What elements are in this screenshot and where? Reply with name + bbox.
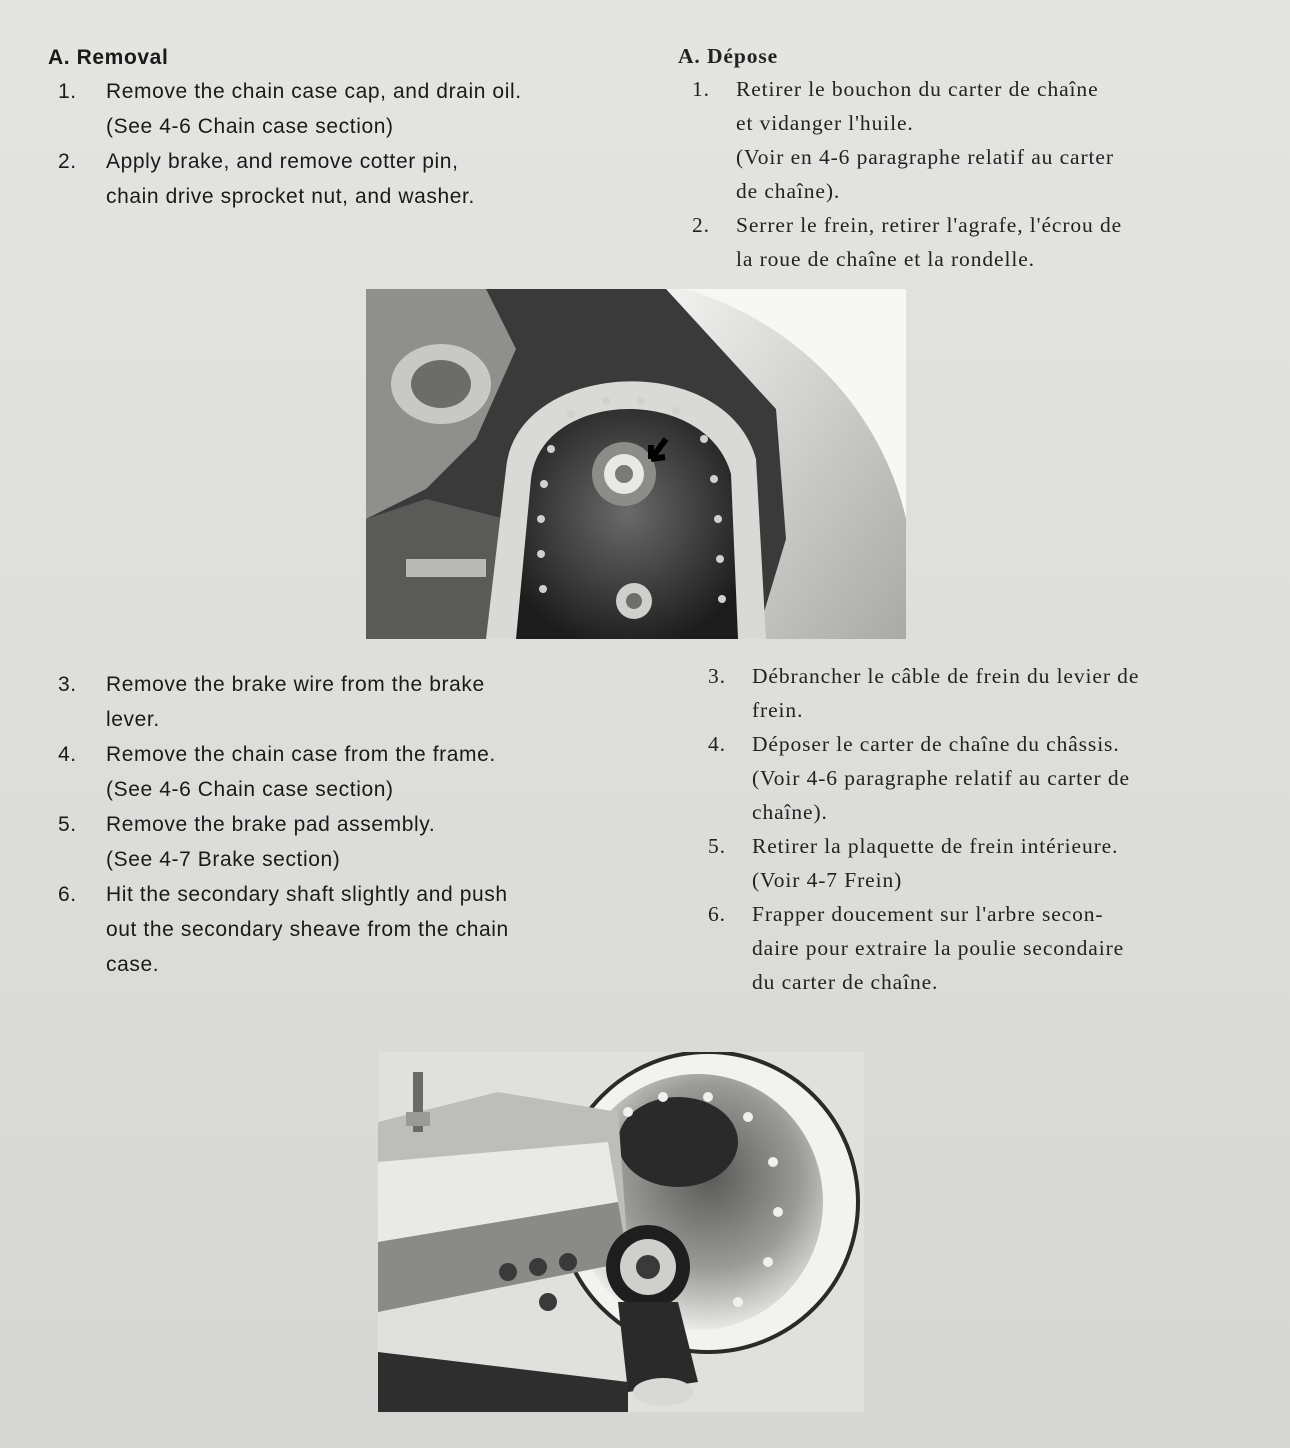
step-number: 1.	[58, 80, 77, 103]
step-number: 1.	[692, 77, 710, 101]
step-text: Apply brake, and remove cotter pin,	[106, 150, 459, 173]
step-text: daire pour extraire la poulie secondaire	[752, 936, 1125, 960]
step-text: (Voir 4-6 paragraphe relatif au carter de	[752, 766, 1130, 790]
step-number: 5.	[708, 834, 726, 858]
french-column-top	[678, 40, 1238, 276]
step-text: (See 4-7 Brake section)	[106, 848, 341, 871]
chain-sprocket-photo	[366, 289, 906, 639]
french-step-4	[694, 727, 1254, 829]
step-text: frein.	[752, 698, 804, 722]
step-text: (See 4-6 Chain case section)	[106, 778, 394, 801]
step-text: Frapper doucement sur l'arbre secon-	[752, 902, 1104, 926]
step-text: lever.	[106, 708, 160, 731]
english-column-top	[48, 42, 608, 214]
step-text: Retirer la plaquette de frein intérieure.	[752, 834, 1119, 858]
step-text: Hit the secondary shaft slightly and push	[106, 883, 508, 906]
french-step-1	[678, 72, 1238, 208]
step-text: Remove the chain case from the frame.	[106, 743, 496, 766]
step-text: chain drive sprocket nut, and washer.	[106, 185, 475, 208]
english-step-5	[48, 807, 608, 877]
french-step-2	[678, 208, 1238, 276]
step-number: 4.	[58, 743, 77, 766]
french-step-6	[694, 897, 1254, 999]
step-text: chaîne).	[752, 800, 828, 824]
step-text: Remove the brake pad assembly.	[106, 813, 436, 836]
step-number: 2.	[692, 213, 710, 237]
step-number: 3.	[58, 673, 77, 696]
french-step-3	[694, 659, 1254, 727]
step-text: (See 4-6 Chain case section)	[106, 115, 394, 138]
step-number: 6.	[58, 883, 77, 906]
step-text: Retirer le bouchon du carter de chaîne	[736, 77, 1099, 101]
step-text: case.	[106, 953, 160, 976]
english-heading: A. Removal	[48, 46, 169, 69]
english-step-4	[48, 737, 608, 807]
french-step-5	[694, 829, 1254, 897]
secondary-sheave-icon	[378, 1052, 864, 1412]
step-text: Serrer le frein, retirer l'agrafe, l'écrou de	[736, 213, 1123, 237]
step-number: 4.	[708, 732, 726, 756]
english-column-bottom	[48, 667, 608, 982]
step-text: et vidanger l'huile.	[736, 111, 914, 135]
step-text: Remove the chain case cap, and drain oil.	[106, 80, 522, 103]
step-text: (Voir en 4-6 paragraphe relatif au carter	[736, 145, 1114, 169]
step-number: 6.	[708, 902, 726, 926]
english-step-1	[48, 74, 608, 144]
english-step-3	[48, 667, 608, 737]
english-step-2	[48, 144, 608, 214]
french-column-bottom	[694, 659, 1254, 999]
secondary-sheave-photo	[378, 1052, 864, 1412]
english-step-6	[48, 877, 608, 982]
step-text: Remove the brake wire from the brake	[106, 673, 485, 696]
french-heading: A. Dépose	[678, 44, 779, 68]
step-number: 5.	[58, 813, 77, 836]
chain-sprocket-icon	[366, 289, 906, 639]
step-number: 2.	[58, 150, 77, 173]
step-text: Déposer le carter de chaîne du châssis.	[752, 732, 1120, 756]
step-text: (Voir 4-7 Frein)	[752, 868, 903, 892]
step-number: 3.	[708, 664, 726, 688]
step-text: du carter de chaîne.	[752, 970, 939, 994]
step-text: Débrancher le câble de frein du levier de	[752, 664, 1140, 688]
step-text: out the secondary sheave from the chain	[106, 918, 509, 941]
step-text: de chaîne).	[736, 179, 841, 203]
step-text: la roue de chaîne et la rondelle.	[736, 247, 1035, 271]
